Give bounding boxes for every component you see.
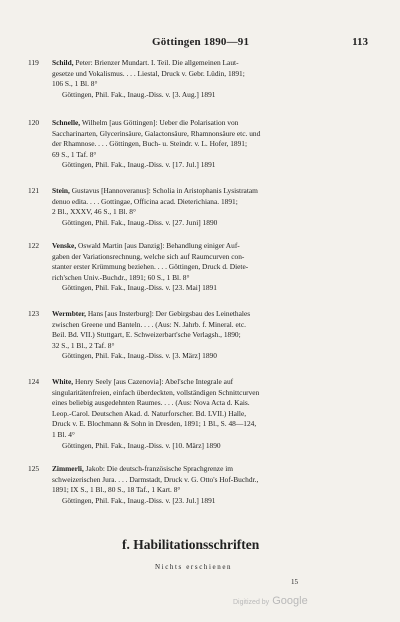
entry-line: Gustavus [Hannoveranus]: Scholia in Aristophanis Lysistratam	[69, 186, 258, 195]
entry-line: 69 S., 1 Taf. 8°	[52, 149, 97, 159]
entry-123	[28, 309, 373, 362]
entry-line: gesetze und Vokalismus. . . . Liestal, Druck v. Gebr. Lüdin, 1891;	[52, 68, 245, 78]
dissertation-note: Göttingen, Phil. Fak., Inaug.-Diss. v. [23. Mai] 1891	[62, 283, 217, 293]
entry-120	[28, 118, 373, 171]
dissertation-note: Göttingen, Phil. Fak., Inaug.-Diss. v. [17. Jul.] 1891	[62, 160, 216, 170]
entry-line: denuo edita. . . . Gottingae, Officina acad. Dieterichiana. 1891;	[52, 196, 238, 206]
entry-line: rich'schen Univ.-Buchdr., 1891; 60 S., 1 Bl. 8°	[52, 272, 190, 282]
entry-number: 122	[28, 241, 40, 250]
entry-line: Saccharinarten, Glycerinsäure, Galactonsäure, Rhamnonsäure etc. und	[52, 128, 261, 138]
watermark-prefix: Digitized by	[233, 599, 270, 606]
running-header	[0, 36, 400, 50]
entry-line: Hans [aus Insterburg]: Der Gebirgsbau des Leinethales	[86, 309, 251, 318]
page-number: 113	[352, 36, 368, 48]
entry-line: Leop.-Carol. Deutschen Akad. d. Naturforscher. Bd. LVII.) Halle,	[52, 408, 247, 418]
entry-line: Beil. Bd. VII.) Stuttgart, E. Schweizerbart'sche Verlagsh., 1890;	[52, 330, 241, 340]
entry-line: Wilhelm [aus Göttingen]: Ueber die Polarisation von	[80, 118, 239, 127]
entry-number: 125	[28, 464, 40, 473]
entry-line: Druck v. E. Blochmann & Sohn in Dresden, 1891; 1 Bl., S. 48—124,	[52, 419, 257, 429]
author-name: Zimmerli,	[52, 464, 84, 473]
watermark-brand: Google	[272, 595, 308, 607]
author-name: Stein,	[52, 186, 70, 195]
entry-line: zwischen Greene und Banteln. . . . (Aus: N. Jahrb. f. Mineral. etc.	[52, 319, 246, 329]
entry-line: Henry Seely [aus Cazenovia]: Abel'sche Integrale auf	[73, 377, 234, 386]
digitized-watermark	[233, 595, 308, 607]
entry-number: 124	[28, 377, 40, 386]
entry-122	[28, 241, 373, 294]
entry-line: 2 Bl., XXXV, 46 S., 1 Bl. 8°	[52, 207, 136, 217]
entry-line: 1891; IX S., 1 Bl., 80 S., 18 Taf., 1 Kart. 8°	[52, 485, 181, 495]
entry-line: 1 Bl. 4°	[52, 429, 75, 439]
entry-line: Oswald Martin [aus Danzig]: Behandlung einiger Auf-	[76, 241, 240, 250]
author-name: Wermbter,	[52, 309, 86, 318]
entry-number: 121	[28, 186, 40, 195]
entry-121	[28, 186, 373, 228]
author-name: White,	[52, 377, 74, 386]
entry-119	[28, 58, 373, 100]
section-heading: f. Habilitationsschriften	[122, 537, 260, 552]
header-title: Göttingen 1890—91	[152, 36, 250, 48]
entry-line: schweizerischen Jura. . . . Darmstadt, Druck v. G. Otto's Hof-Buchdr.,	[52, 474, 259, 484]
nothing-published-note: Nichts erschienen	[155, 563, 233, 571]
entry-line: eines beliebig ausgedehnten Raumes. . . . (Aus: Nova Acta d. Kais.	[52, 398, 250, 408]
entry-line: gaben der Variationsrechnung, welche sich auf Raumcurven con-	[52, 251, 245, 261]
dissertation-note: Göttingen, Phil. Fak., Inaug.-Diss. v. [23. Jul.] 1891	[62, 495, 216, 505]
dissertation-note: Göttingen, Phil. Fak., Inaug.-Diss. v. [27. Juni] 1890	[62, 217, 218, 227]
entry-line: stanter erster Krümmung beziehen. . . . Göttingen, Druck d. Diete-	[52, 262, 249, 272]
dissertation-note: Göttingen, Phil. Fak., Inaug.-Diss. v. [10. März] 1890	[62, 440, 221, 450]
dissertation-note: Göttingen, Phil. Fak., Inaug.-Diss. v. [3. Aug.] 1891	[62, 89, 216, 99]
entry-line: der Rhamnose. . . . Göttingen, Buch- u. Steindr. v. L. Hofer, 1891;	[52, 139, 248, 149]
author-name: Schnelle,	[52, 118, 81, 127]
entry-number: 123	[28, 309, 40, 318]
entry-line: singularitätenfreien, einfach überdeckten, vollständigen Schnittcurven	[52, 387, 260, 397]
entry-number: 120	[28, 118, 40, 127]
entry-line: Jakob: Die deutsch-französische Sprachgrenze im	[83, 464, 234, 473]
page-mark: 15	[291, 578, 298, 586]
author-name: Schild,	[52, 58, 74, 67]
entry-line: Peter: Brienzer Mundart. I. Teil. Die allgemeinen Laut-	[73, 58, 239, 67]
entry-line: 32 S., 1 Bl., 2 Taf. 8°	[52, 340, 115, 350]
entry-number: 119	[28, 58, 39, 67]
entry-line: 106 S., 1 Bl. 8°	[52, 79, 98, 89]
dissertation-note: Göttingen, Phil. Fak., Inaug.-Diss. v. [3. März] 1890	[62, 351, 217, 361]
entry-125	[28, 464, 373, 506]
entry-124	[28, 377, 373, 451]
author-name: Venske,	[52, 241, 77, 250]
